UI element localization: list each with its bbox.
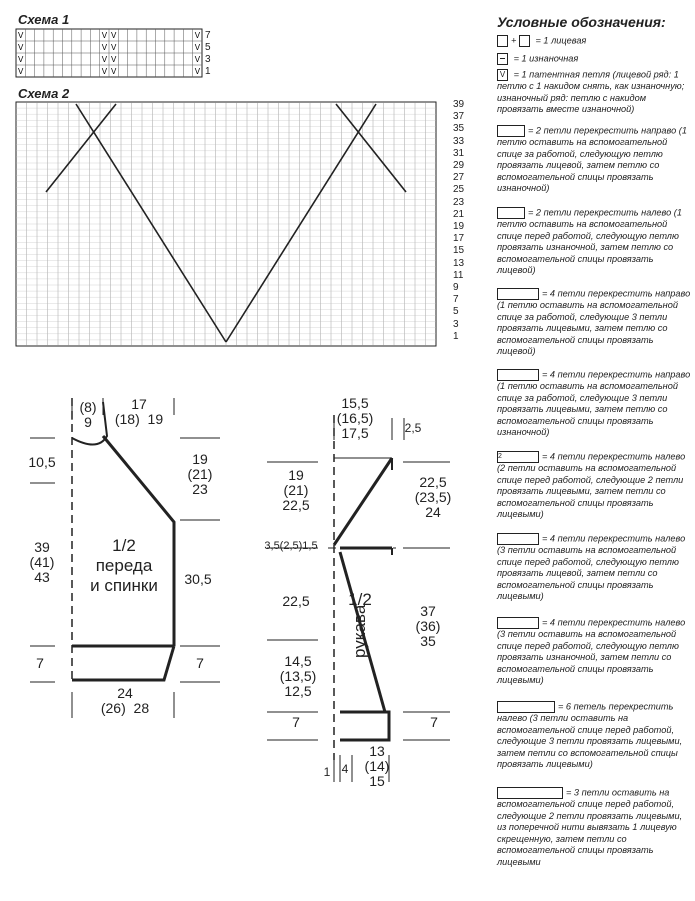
sleeve-top-right: 2,5 [404,421,422,435]
plus-sign: + [511,35,517,46]
measure: 13 [369,743,385,759]
measure: 43 [34,569,50,585]
measure: (21) [187,466,213,482]
legend-text: = 4 петли перекрестить налево (3 петли оставить на вспомогательной спице перед работой, следующую петлю провязать изнаночной, затем петли со вспомогательной спицы провязать лицевыми) [497,617,686,686]
body-side-right: 30,5 [184,571,212,587]
row-number: 17 [453,233,465,245]
legend-item-cross4-left-3-knit [497,533,692,603]
row-number: 39 [453,99,465,110]
patent-stitch-icon: V [18,67,24,76]
cross-left-4-3-purl-icon [497,617,539,629]
patent-stitch-icon: V [101,67,108,76]
sleeve-cap-right [408,475,458,520]
sleeve-lower-left [276,654,320,699]
body-neck-depth: 10,5 [28,454,56,470]
measure: (16,5) [336,410,374,426]
empty-symbol-icon [519,35,530,47]
sleeve-length-right [408,604,448,649]
cross-right-4-purl-icon [497,369,539,381]
legend-item-increase [497,787,692,869]
measure: 22,5 [282,497,310,513]
measure: 39 [34,539,50,555]
body-label-line: и спинки [90,576,158,595]
measure: 9 [84,414,92,430]
body-side-length [22,540,62,585]
body-label [84,536,164,596]
measure: (41) [29,554,55,570]
sleeve-rib-left: 7 [292,714,300,730]
measure: 17,5 [341,425,369,441]
sleeve-label-line: рукава [350,604,369,658]
row-number: 23 [453,196,465,208]
patent-stitch-icon: V [194,31,201,40]
row-number: 21 [453,208,465,220]
patent-stitch-icon: V [194,67,201,76]
patent-symbol-icon: V [497,69,508,81]
measure: (36) [415,618,441,634]
legend-text: = 1 лицевая [535,35,587,46]
legend-item-cross6-left [497,701,692,771]
row-number: 35 [453,123,465,135]
measure: 17 [131,396,147,412]
row-number: 9 [453,282,459,293]
legend-item-knit [497,35,692,47]
measure: (26) [100,700,126,716]
measure: (18) [114,411,140,427]
patent-stitch-icon: V [101,43,108,52]
body-neck-width [104,397,174,427]
patent-stitch-icon: V [194,55,201,64]
row-number: 7 [205,30,211,41]
increase-cross-icon [497,787,563,799]
scheme2-grid [16,102,436,346]
body-bottom-width [80,686,170,716]
row-number: 33 [453,135,465,147]
knit-symbol-icon [497,35,508,47]
legend-item-cross4-left-3-purl [497,617,692,687]
measure: 14,5 [284,653,312,669]
sleeve-top-width [330,396,380,441]
cross-right-2-icon [497,125,525,137]
measure: (23,5) [414,489,452,505]
legend-item-cross4-left-2 [497,451,692,521]
body-rib-right: 7 [196,655,204,671]
sleeve-label [340,590,380,658]
row-number: 19 [453,221,465,232]
sleeve-bottom-small2: 4 [341,762,349,776]
row-number: 3 [453,318,459,330]
row-number: 5 [453,306,459,318]
patent-stitch-icon: V [194,43,201,52]
legend-item-purl [497,53,692,65]
row-number: 5 [205,42,211,53]
legend-item-cross4-right-knit [497,288,692,358]
patent-stitch-icon: V [111,43,117,52]
legend-text: = 2 петли перекрестить налево (1 петлю оставить на вспомогательной спице перед работой, следующую петлю провязать изнаночной, затем петлю со вспомогательной спицы провязать лицевой) [497,207,682,276]
patent-stitch-icon: V [101,31,108,40]
measure: 15,5 [341,395,369,411]
legend-text: = 4 петли перекрестить налево (3 петли оставить на вспомогательной спице перед работой, следующую петлю провязать лицевой, затем петли со вспомогательной спицы провязать лицевыми) [497,533,686,602]
cross-left-2-icon [497,207,525,219]
patent-stitch-icon: V [18,31,24,40]
sleeve-label-line: 1/2 [348,590,372,609]
row-number: 3 [205,54,211,65]
legend-text: = 1 патентная петля (лицевой ряд: 1 петлю с 1 накидом снять, как изнаночную; изнаночный ряд: петлю с накидом провязать вместе изнаночной) [497,69,685,115]
measure: 24 [117,685,133,701]
sym-label: 2 [498,453,502,460]
sleeve-bottom-small: 1 [323,765,331,779]
legend-item-cross2-left [497,207,692,277]
measure: 19 [147,411,164,427]
measure: 15 [369,773,385,789]
measure: (8) [79,399,97,415]
measure: 28 [133,700,150,716]
measure-row [104,412,174,427]
scheme2-title: Схема 2 [18,86,70,101]
patent-stitch-icon: V [18,55,24,64]
measure: 19 [192,451,208,467]
measure: 23 [192,481,208,497]
legend-item-cross2-right [497,125,692,195]
legend-text: = 6 петель перекрестить налево (3 петли оставить на вспомогательной спице перед работой, следующие 3 петли провязать лицевыми, затем петли со вспомогательной спицы провязать лицевыми) [497,701,683,770]
legend-text: = 4 петли перекрестить налево (2 петли оставить на вспомогательной спице перед работой, следующие 2 петли провязать лицевыми, затем петли со вспомогательной спицы провязать лицевыми) [497,451,686,520]
purl-symbol-icon [497,53,508,65]
sleeve-rib-right: 7 [430,714,438,730]
patent-stitch-icon: V [111,55,117,64]
sleeve-cap-left [276,468,316,513]
scheme1-grid [16,29,202,77]
row-number: 29 [453,160,465,171]
legend-text: = 2 петли перекрестить направо (1 петлю оставить на вспомогательной спице за работой, следующую петлю провязать лицевой, затем петлю со вспомогательной спицы провязать изнаночной) [497,125,687,194]
sleeve-bottom-width [352,744,402,789]
measure: 24 [425,504,441,520]
measure: (14) [364,758,390,774]
legend-text: = 4 петли перекрестить направо (1 петлю оставить на вспомогательной спице за работой, следующие 3 петли провязать лицевыми, затем петлю со вспомогательной спицы провязать лицевой) [497,288,691,357]
sleeve-mid-left: 22,5 [282,593,310,609]
measure: 19 [288,467,304,483]
cross-left-6-icon [497,701,555,713]
row-number: 27 [453,172,465,184]
body-label-line: переда [95,556,153,575]
measure: 35 [420,633,436,649]
measure: 37 [420,603,436,619]
legend-title: Условные обозначения: [497,14,666,30]
row-number: 31 [453,147,465,159]
measure: 12,5 [284,683,312,699]
row-number: 25 [453,184,465,196]
row-number: 11 [453,269,464,281]
measure: (21) [283,482,309,498]
legend-text: = 3 петли оставить на вспомогательной спице перед работой, следующие 2 петли провязать лицевыми, из поперечной нити вывязать 1 лицевую скрещенную, затем петли со вспомогательной спицы провязать лицевыми [497,787,683,867]
measure: 22,5 [419,474,447,490]
body-neck-offset [74,400,102,430]
body-rib-left: 7 [36,655,44,671]
patent-stitch-icon: V [101,55,108,64]
legend-item-patent [497,69,692,116]
row-number: 13 [453,257,465,269]
row-number: 1 [205,66,211,77]
row-number: 7 [453,294,459,306]
scheme1-title: Схема 1 [18,12,70,27]
patent-stitch-icon: V [111,31,117,40]
cross-left-4-3-icon [497,533,539,545]
row-number: 15 [453,245,465,257]
patent-stitch-icon: V [111,67,117,76]
body-armhole [180,452,220,497]
measure-row [80,701,170,716]
row-number: 37 [453,111,465,123]
patent-stitch-icon: V [18,43,24,52]
cross-right-4-icon [497,288,539,300]
measure: (13,5) [279,668,317,684]
body-label-line: 1/2 [112,536,136,555]
sleeve-step: 3,5(2,5)1,5 [264,540,318,552]
legend-text: = 1 изнаночная [513,53,579,64]
legend-text: = 4 петли перекрестить направо (1 петлю оставить на вспомогательной спице за работой, следующие 3 петли провязать лицевыми, затем петлю со вспомогательной спицы провязать изнаночной) [497,369,691,438]
row-number: 1 [453,330,459,342]
legend-item-cross4-right-purl [497,369,692,439]
cross-left-4-2-icon [497,451,539,463]
